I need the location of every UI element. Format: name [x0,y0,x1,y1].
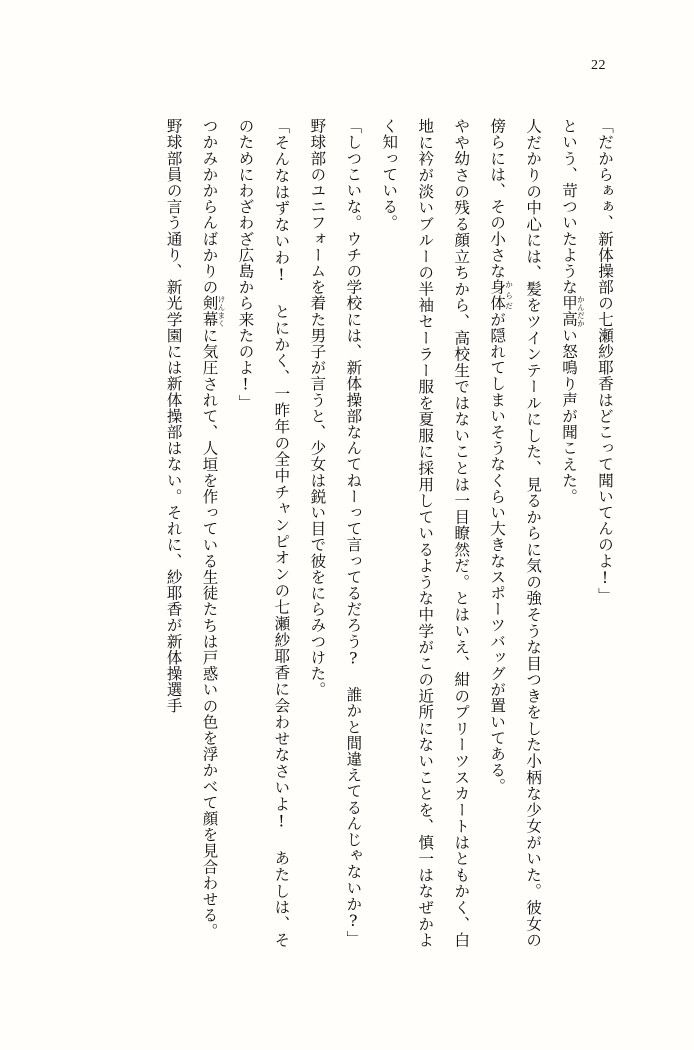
body-text [62,118,622,948]
paragraph-6: 野球部のユニフォームを着た男子が言うと、少女は鋭い目で彼をにらみつけた。 [308,118,327,698]
ruby-剣幕: 剣幕けんまく [200,295,227,328]
paragraph-3: 人だかりの中心には、髪をツインテールにした、見るからに気の強そうな目つきをした小柄な少女がいた。彼女の傍らには、その小さな身体からだが隠れてしまいそうなくらい大きなスポーツバッグが置いてある。 [488,118,543,948]
paragraph-2: という、苛ついたような甲高かんだかい怒鳴り声が聞こえた。 [560,118,586,505]
paragraph-5: 「しつこいな。ウチの学校には、新体操部なんてねーって言ってるだろう? 誰かと間違えてるんじゃないか?」 [344,118,363,947]
paragraph-1: 「だからぁぁ、新体操部の七瀬紗耶香はどこって聞いてんのよ!」 [596,118,614,604]
paragraph-4: やや幼さの残る顔立ちから、高校生ではないことは一目瞭然だ。とはいえ、紺のプリーツスカートはともかく、白地に衿が淡いブルーの半袖セーラー服を夏服に採用しているような中学がこの近所にないことを、慎一はなぜかよく知っている。 [380,118,471,948]
ruby-甲高: 甲高かんだか [560,295,586,328]
paragraph-8: つかみかからんばかりの剣幕けんまくに気圧されて、人垣を作っている生徒たちは戸惑いの色を浮かべて顔を見合わせる。 [200,118,227,940]
paragraph-7: 「そんなはずないわ! とにかく、一昨年の全中チャンピオンの七瀬紗耶香に会わせなさいよ! あたしは、そのためにわざわざ広島から来たのよ!」 [236,118,291,948]
paragraph-9: 野球部員の言う通り、新光学園には新体操部はない。それに、紗耶香が新体操選手 [164,118,183,714]
ruby-身体: 身体からだ [488,279,514,312]
page-number: 22 [591,58,606,73]
